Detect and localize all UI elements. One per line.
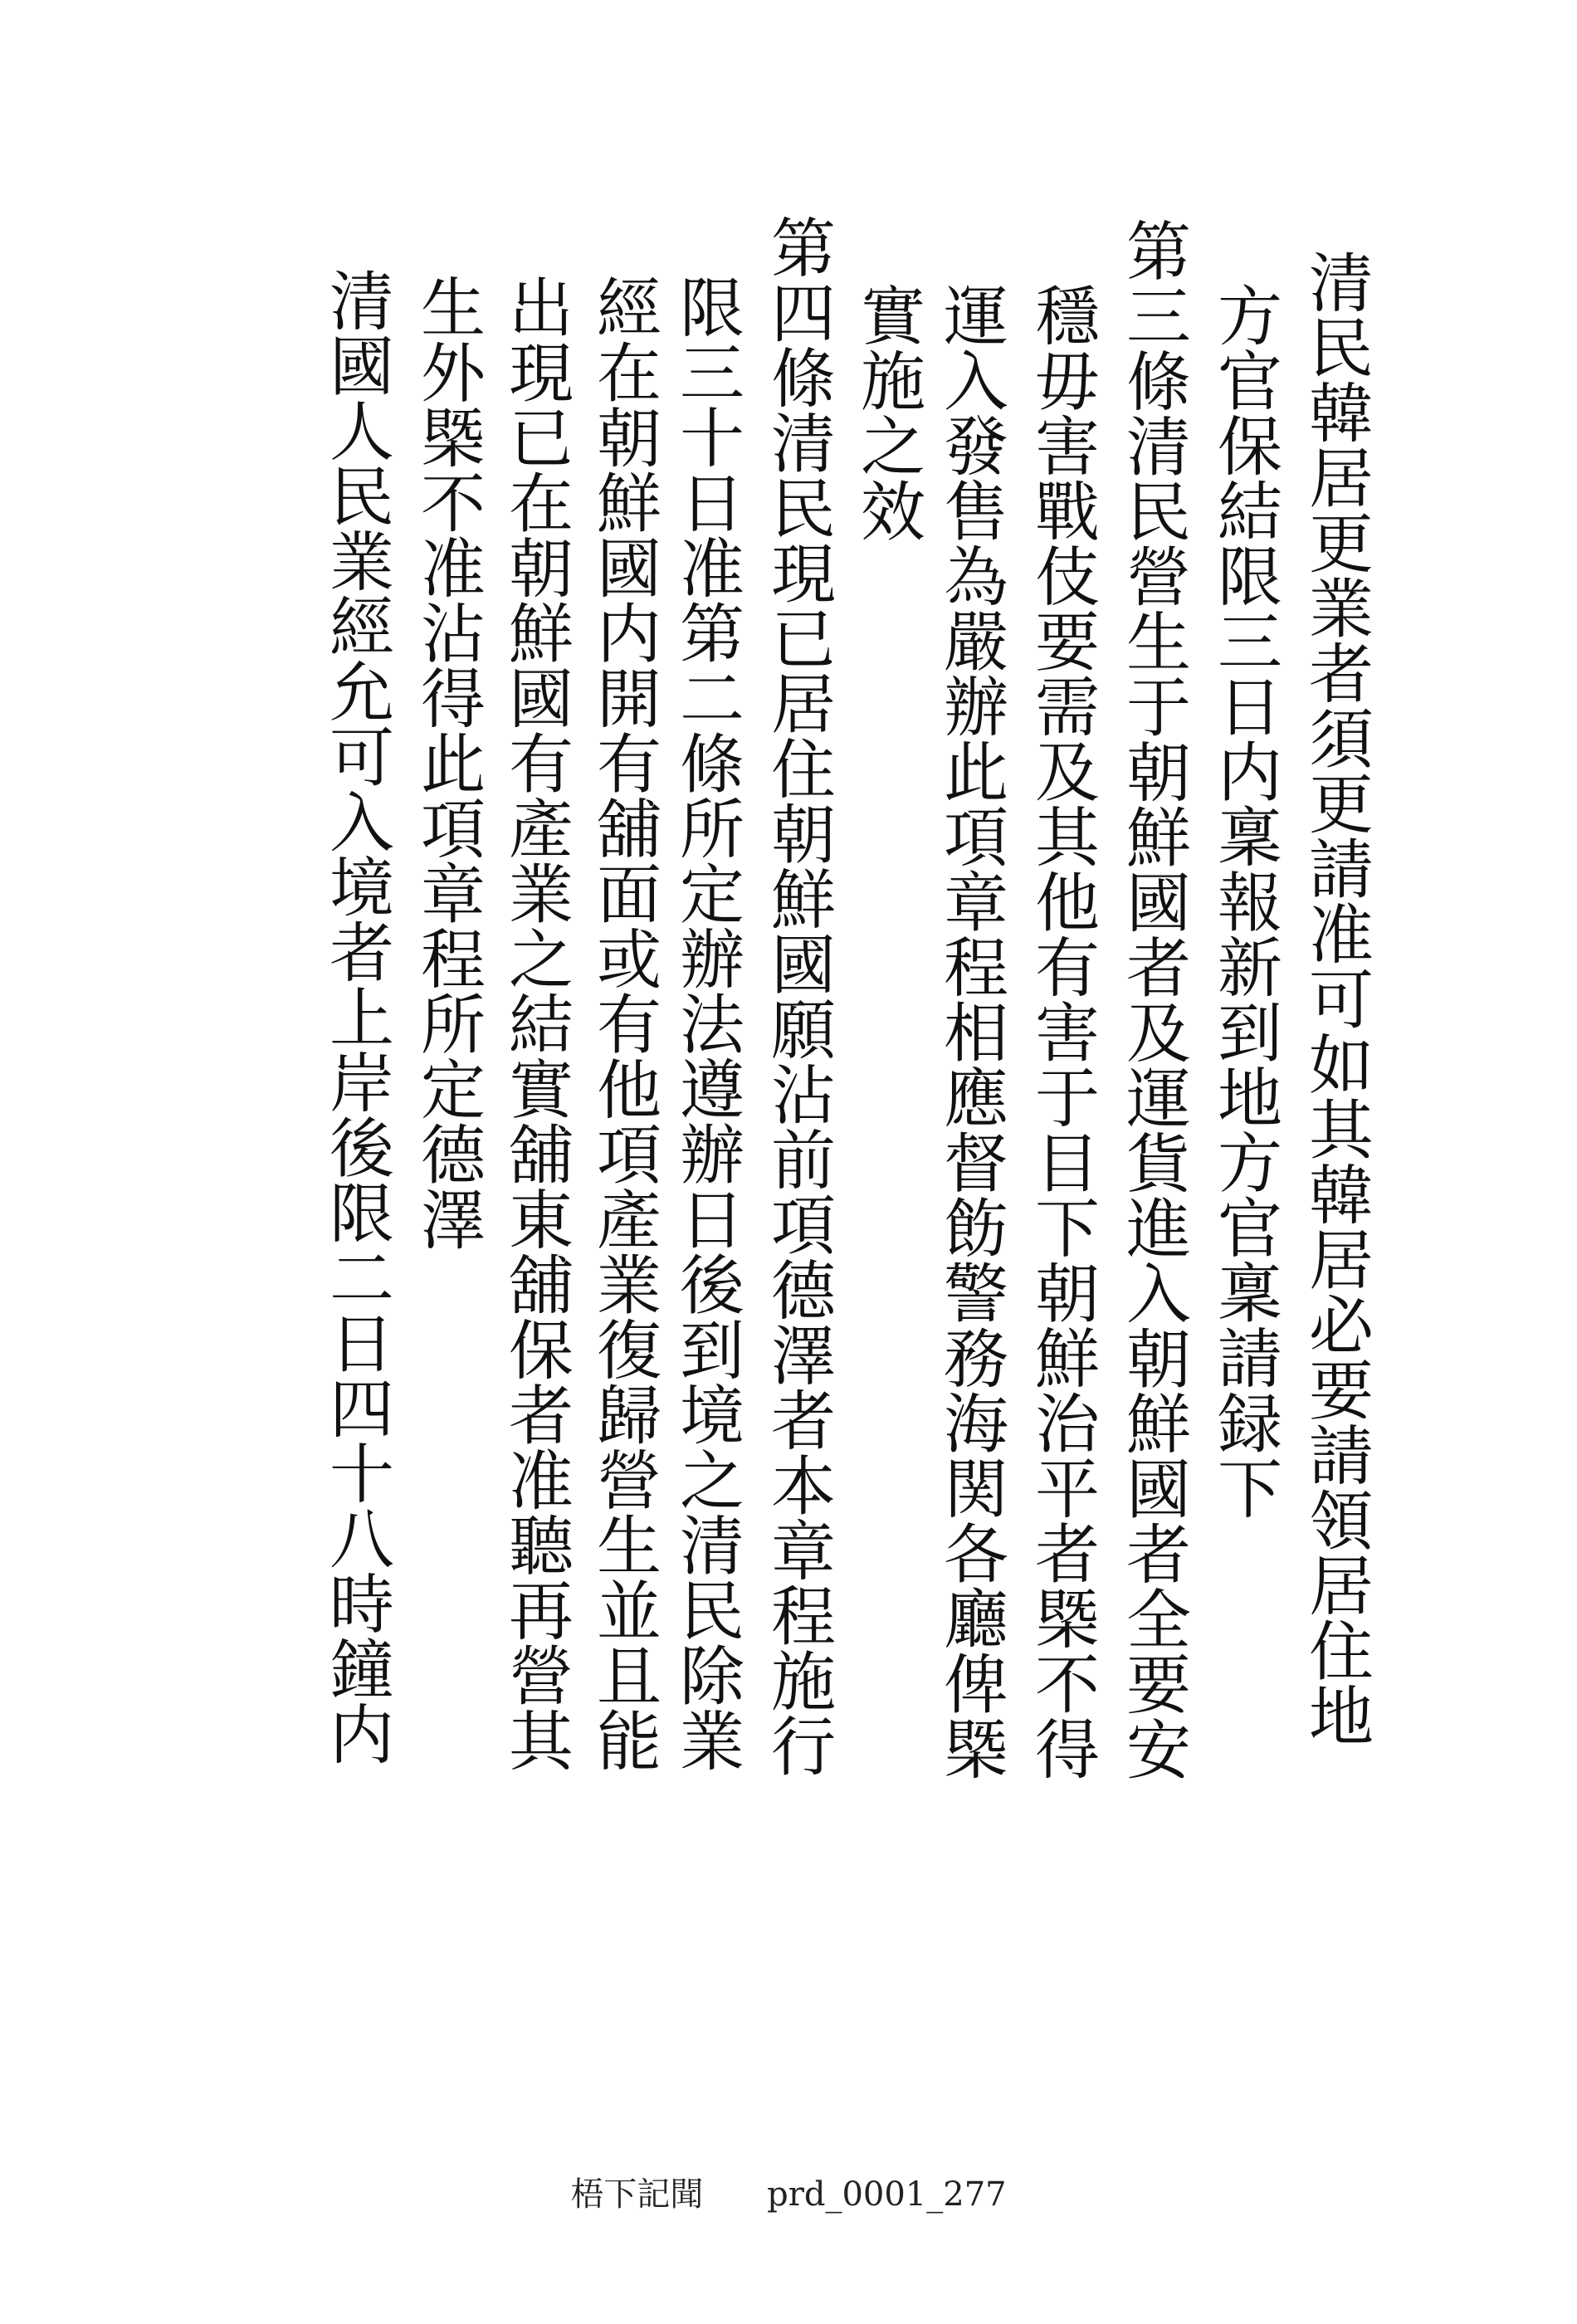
text-column-4: 穩毋害戰伎要需及其他有害于目下朝鮮治平者槩不得 (1024, 282, 1099, 1781)
text-column-7: 第四條清民現已居住朝鮮國願沾前項德澤者本章程施行 (760, 214, 835, 1778)
text-column-12: 清國人民業經允可入境者上岸後限二日四十八時鐘内 (319, 267, 393, 1766)
page-identifier: prd_0001_277 (767, 2175, 1007, 2214)
text-column-10: 出現已在朝鮮國有產業之結實舖東舖保者准聽再營其 (498, 274, 573, 1773)
text-column-3: 第三條清民營生于朝鮮國者及運貨進入朝鮮國者全要安 (1116, 217, 1190, 1781)
book-title: 梧下記聞 (570, 2175, 704, 2214)
text-column-6: 實施之效 (850, 282, 925, 543)
text-column-1: 清民韓居更業者須更請准可如其韓居必要請領居住地 (1298, 249, 1373, 1748)
page-footer (0, 2168, 1577, 2218)
text-column-8: 限三十日准第二條所定辦法遵辦日後到境之清民除業 (669, 274, 744, 1773)
text-column-2: 方官保結限三日内稟報新到地方官稟請録下 (1207, 282, 1282, 1521)
text-column-11: 生外槩不准沾得此項章程所定德澤 (410, 274, 485, 1252)
text-column-5: 運入發售為嚴辦此項章程相應督飭警務海関各廳俾槩 (933, 282, 1008, 1781)
text-column-9: 經在朝鮮國内開有舖面或有他項產業復歸營生並且能 (586, 274, 661, 1773)
